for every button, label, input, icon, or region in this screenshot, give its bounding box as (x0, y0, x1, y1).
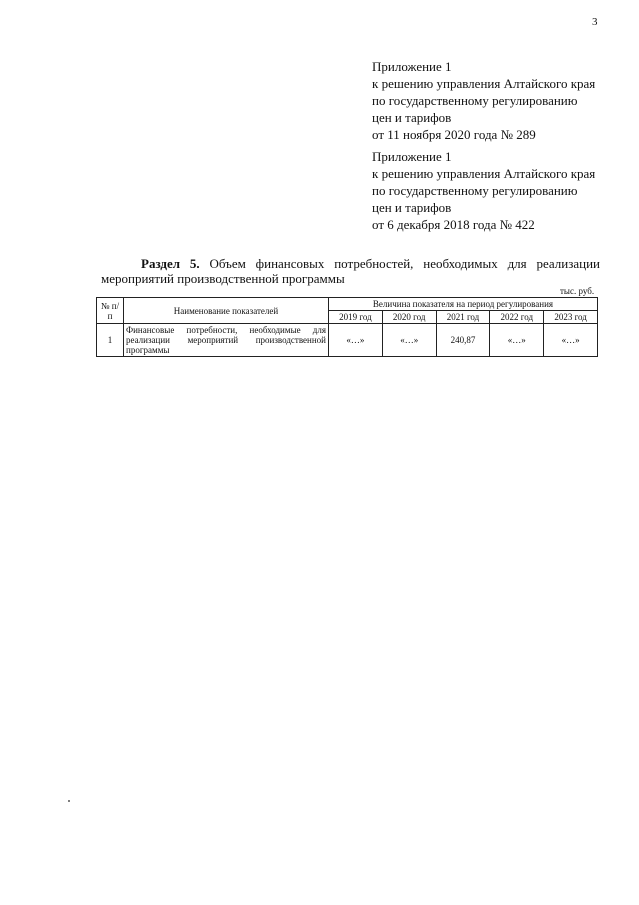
table-row (97, 324, 598, 357)
header-year: 2019 год (329, 311, 383, 324)
section-label: Раздел 5. (141, 256, 200, 271)
appendix-line: цен и тарифов (372, 110, 452, 125)
header-indicator-name: Наименование показателей (124, 298, 329, 324)
row-number: 1 (97, 324, 124, 357)
header-year: 2020 год (382, 311, 436, 324)
header-year: 2022 год (490, 311, 544, 324)
section-heading (101, 256, 600, 286)
appendix-block-current (372, 58, 595, 143)
row-indicator-name: Финансовые потребности, необходимые для реализации мероприятий производственной программы (124, 324, 329, 357)
header-year: 2021 год (436, 311, 490, 324)
appendix-line: цен и тарифов (372, 200, 452, 215)
header-number: № п/п (97, 298, 124, 324)
header-year: 2023 год (544, 311, 598, 324)
appendix-line: по государственному регулированию (372, 93, 578, 108)
appendix-line: от 11 ноября 2020 года № 289 (372, 127, 536, 142)
row-value: «…» (329, 324, 383, 357)
appendix-line: к решению управления Алтайского края (372, 76, 596, 91)
section-heading-line1 (101, 256, 600, 271)
appendix-line: от 6 декабря 2018 года № 422 (372, 217, 535, 232)
row-value: 240,87 (436, 324, 490, 357)
unit-label: тыс. руб. (560, 286, 595, 296)
page-number: 3 (592, 16, 598, 28)
section-title-line1: Объем финансовых потребностей, необходимых для реализации (209, 256, 601, 271)
row-value: «…» (382, 324, 436, 357)
appendix-line: по государственному регулированию (372, 183, 578, 198)
appendix-line: к решению управления Алтайского края (372, 166, 596, 181)
section-title-line2: мероприятий производственной программы (101, 271, 345, 286)
appendix-line: Приложение 1 (372, 59, 452, 74)
row-value: «…» (490, 324, 544, 357)
scan-speck (68, 800, 70, 802)
table-header-row (97, 298, 598, 311)
financial-needs-table (96, 297, 598, 357)
appendix-line: Приложение 1 (372, 149, 452, 164)
header-period: Величина показателя на период регулирования (329, 298, 598, 311)
appendix-block-original (372, 148, 595, 233)
row-value: «…» (544, 324, 598, 357)
